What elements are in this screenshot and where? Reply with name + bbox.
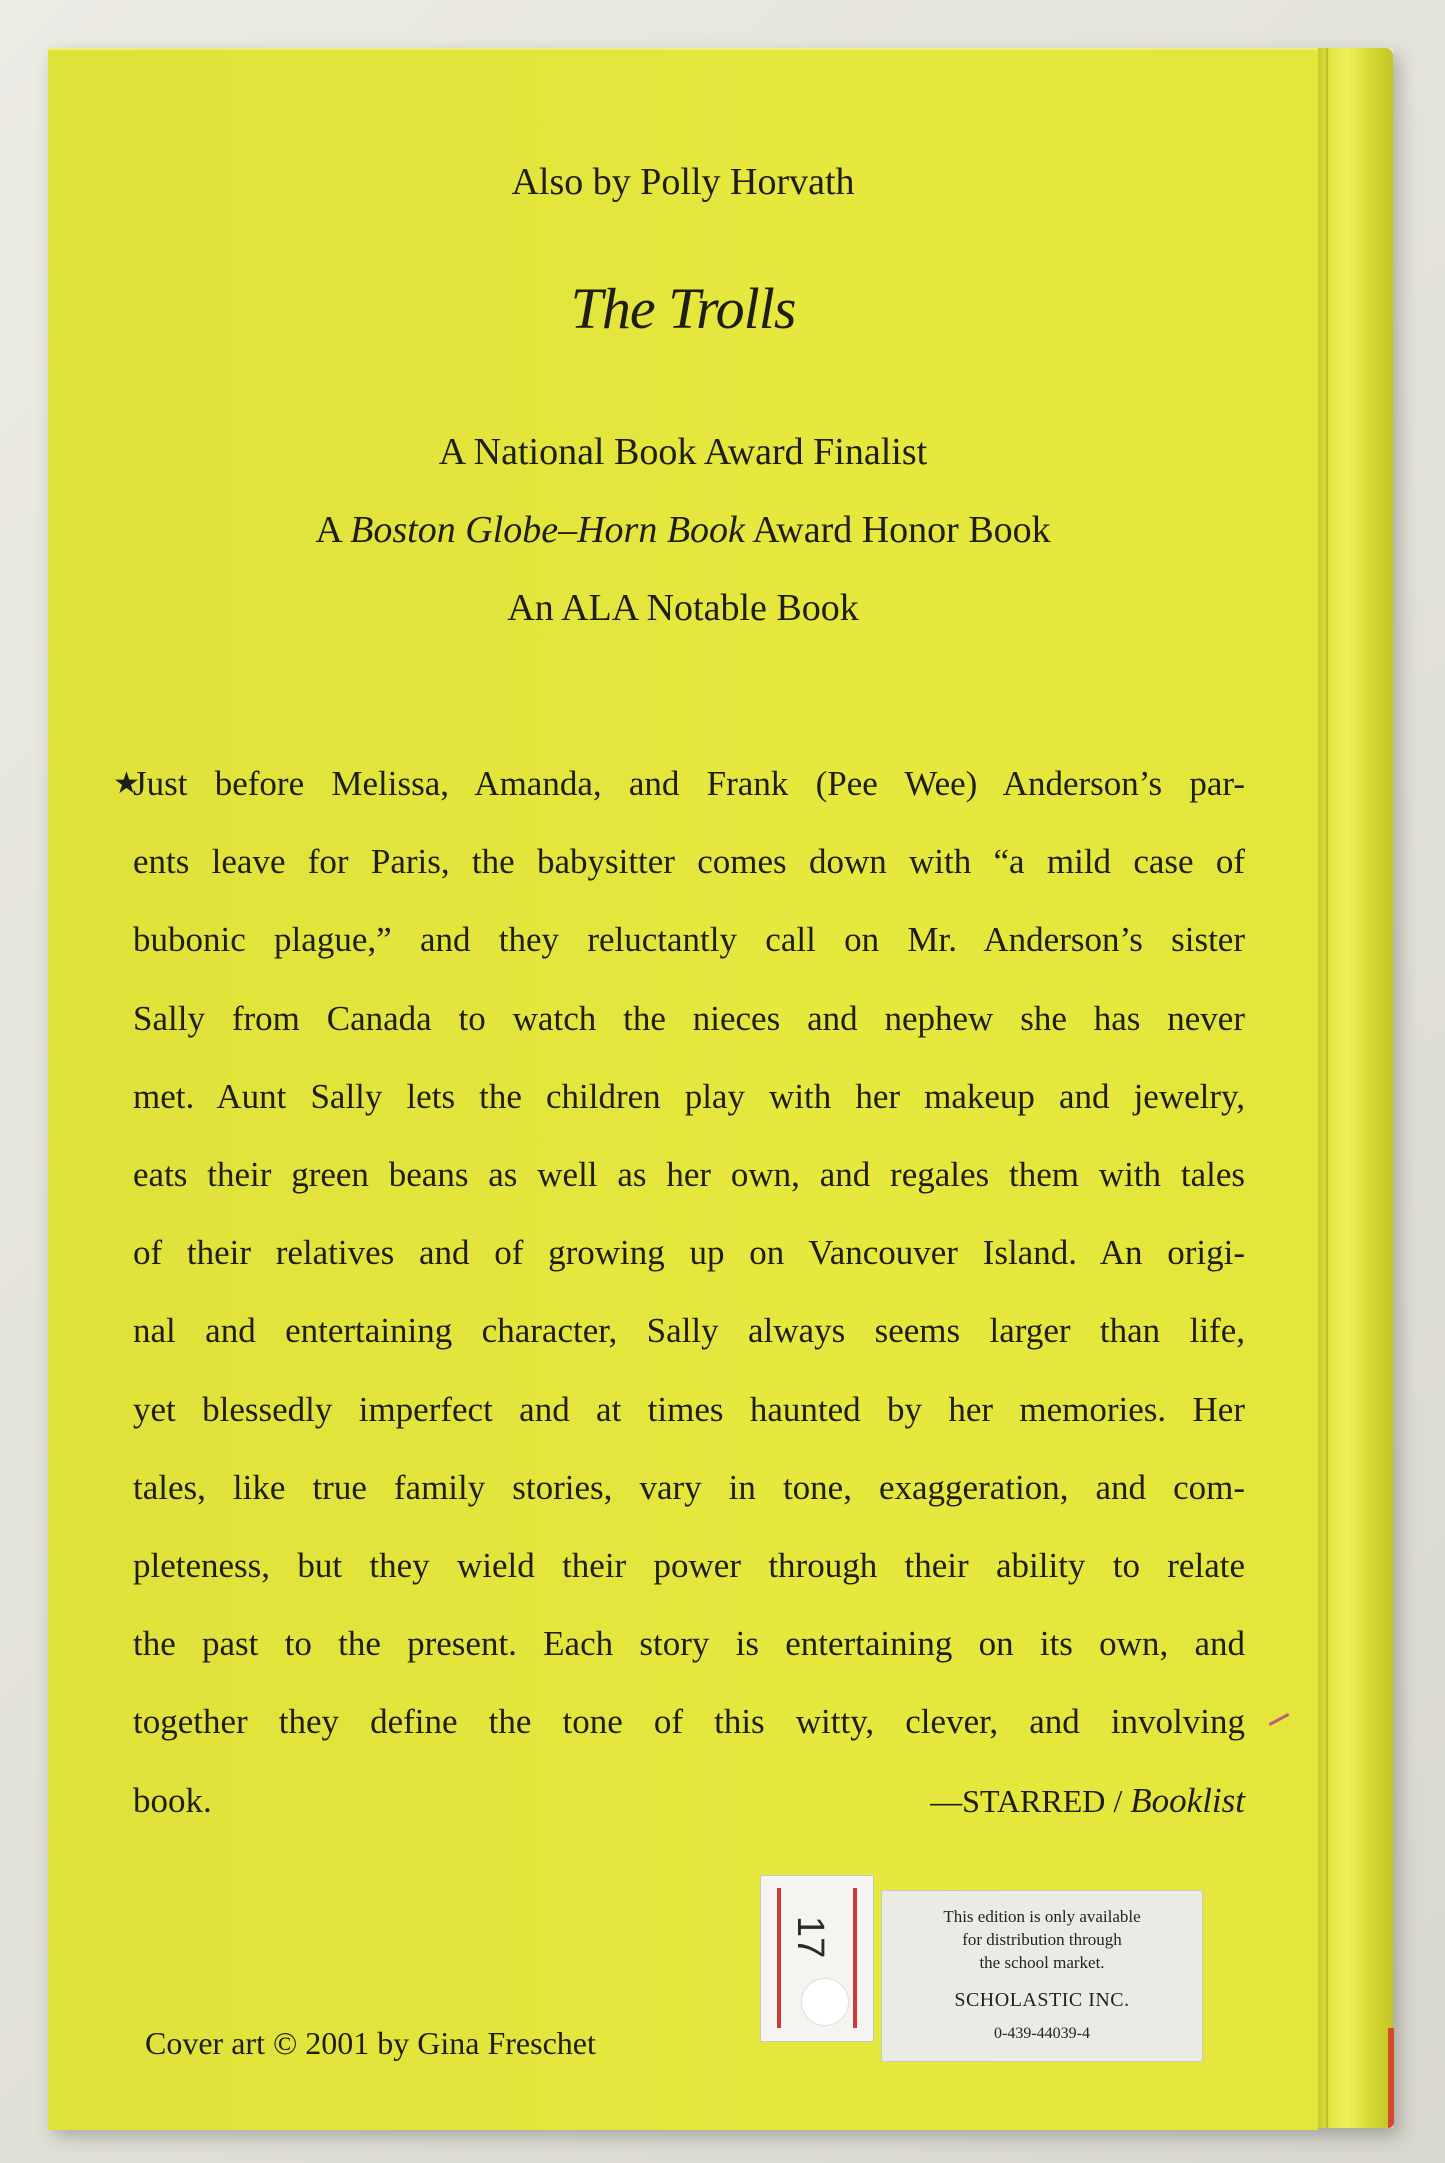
- award-line-2-prefix: A: [315, 509, 351, 551]
- pen-mark: [1269, 1713, 1290, 1726]
- award-line-3: An ALA Notable Book: [507, 587, 859, 629]
- price-tag: [760, 1875, 874, 2042]
- sticker-notice: [882, 1905, 1202, 1974]
- award-line-2: [48, 508, 1318, 552]
- attribution-prefix: —STARRED /: [930, 1782, 1131, 1819]
- tag-red-bar: [777, 1888, 781, 2028]
- cover-art-credit: Cover art © 2001 by Gina Freschet: [145, 2025, 596, 2061]
- distribution-sticker: [881, 1890, 1203, 2062]
- review-last-row: [133, 1762, 1245, 1840]
- sticker-line-2: for distribution through: [962, 1930, 1122, 1949]
- review-line: the past to the present. Each story is entertaining on its own, and: [133, 1624, 1245, 1664]
- book-spine: [1318, 48, 1393, 2128]
- review-last-line: book.: [133, 1780, 212, 1820]
- related-title: The Trolls: [570, 276, 796, 341]
- sticker-publisher: SCHOLASTIC INC.: [954, 1989, 1130, 2011]
- attribution-source: Booklist: [1130, 1780, 1245, 1820]
- sticker-isbn: 0-439-44039-4: [994, 2025, 1090, 2042]
- review-line: Just before Melissa, Amanda, and Frank (Pee Wee) Anderson’s par-: [133, 764, 1245, 803]
- review-line: yet blessedly imperfect and at times haunted by her memories. Her: [133, 1389, 1245, 1429]
- star-icon: ★: [113, 766, 140, 801]
- review-line: of their relatives and of growing up on Vancouver Island. An origi-: [133, 1233, 1245, 1273]
- sticker-line-1: This edition is only available: [943, 1907, 1141, 1926]
- review-line: pleteness, but they wield their power through their ability to relate: [133, 1546, 1245, 1586]
- award-line-2-italic: Boston Globe–Horn Book: [350, 509, 745, 551]
- review-line: met. Aunt Sally lets the children play with her makeup and jewelry,: [133, 1076, 1245, 1116]
- award-line-2-suffix: Award Honor Book: [744, 509, 1051, 551]
- review-block: [113, 745, 1245, 1840]
- sticker-line-3: the school market.: [979, 1953, 1105, 1972]
- tag-red-bar: [853, 1888, 857, 2028]
- review-line: together they define the tone of this witty, clever, and involving: [133, 1702, 1245, 1742]
- spine-red-edge: [1388, 2028, 1394, 2128]
- review-line: nal and entertaining character, Sally always seems larger than life,: [133, 1311, 1245, 1351]
- tag-hole: [801, 1978, 849, 2026]
- review-attribution: [930, 1762, 1245, 1840]
- review-line: bubonic plague,” and they reluctantly call on Mr. Anderson’s sister: [133, 920, 1245, 960]
- also-by-heading: Also by Polly Horvath: [511, 161, 855, 203]
- cover-panel: [48, 48, 1318, 2130]
- tag-number: 17: [789, 1916, 831, 1959]
- award-line-1: A National Book Award Finalist: [438, 431, 928, 473]
- review-line: tales, like true family stories, vary in tone, exaggeration, and com-: [133, 1467, 1245, 1507]
- review-line: eats their green beans as well as her own, and regales them with tales: [133, 1155, 1245, 1195]
- review-line: Sally from Canada to watch the nieces and nephew she has never: [133, 998, 1245, 1038]
- book-back-cover: [48, 48, 1393, 2128]
- review-line: ents leave for Paris, the babysitter comes down with “a mild case of: [133, 842, 1245, 882]
